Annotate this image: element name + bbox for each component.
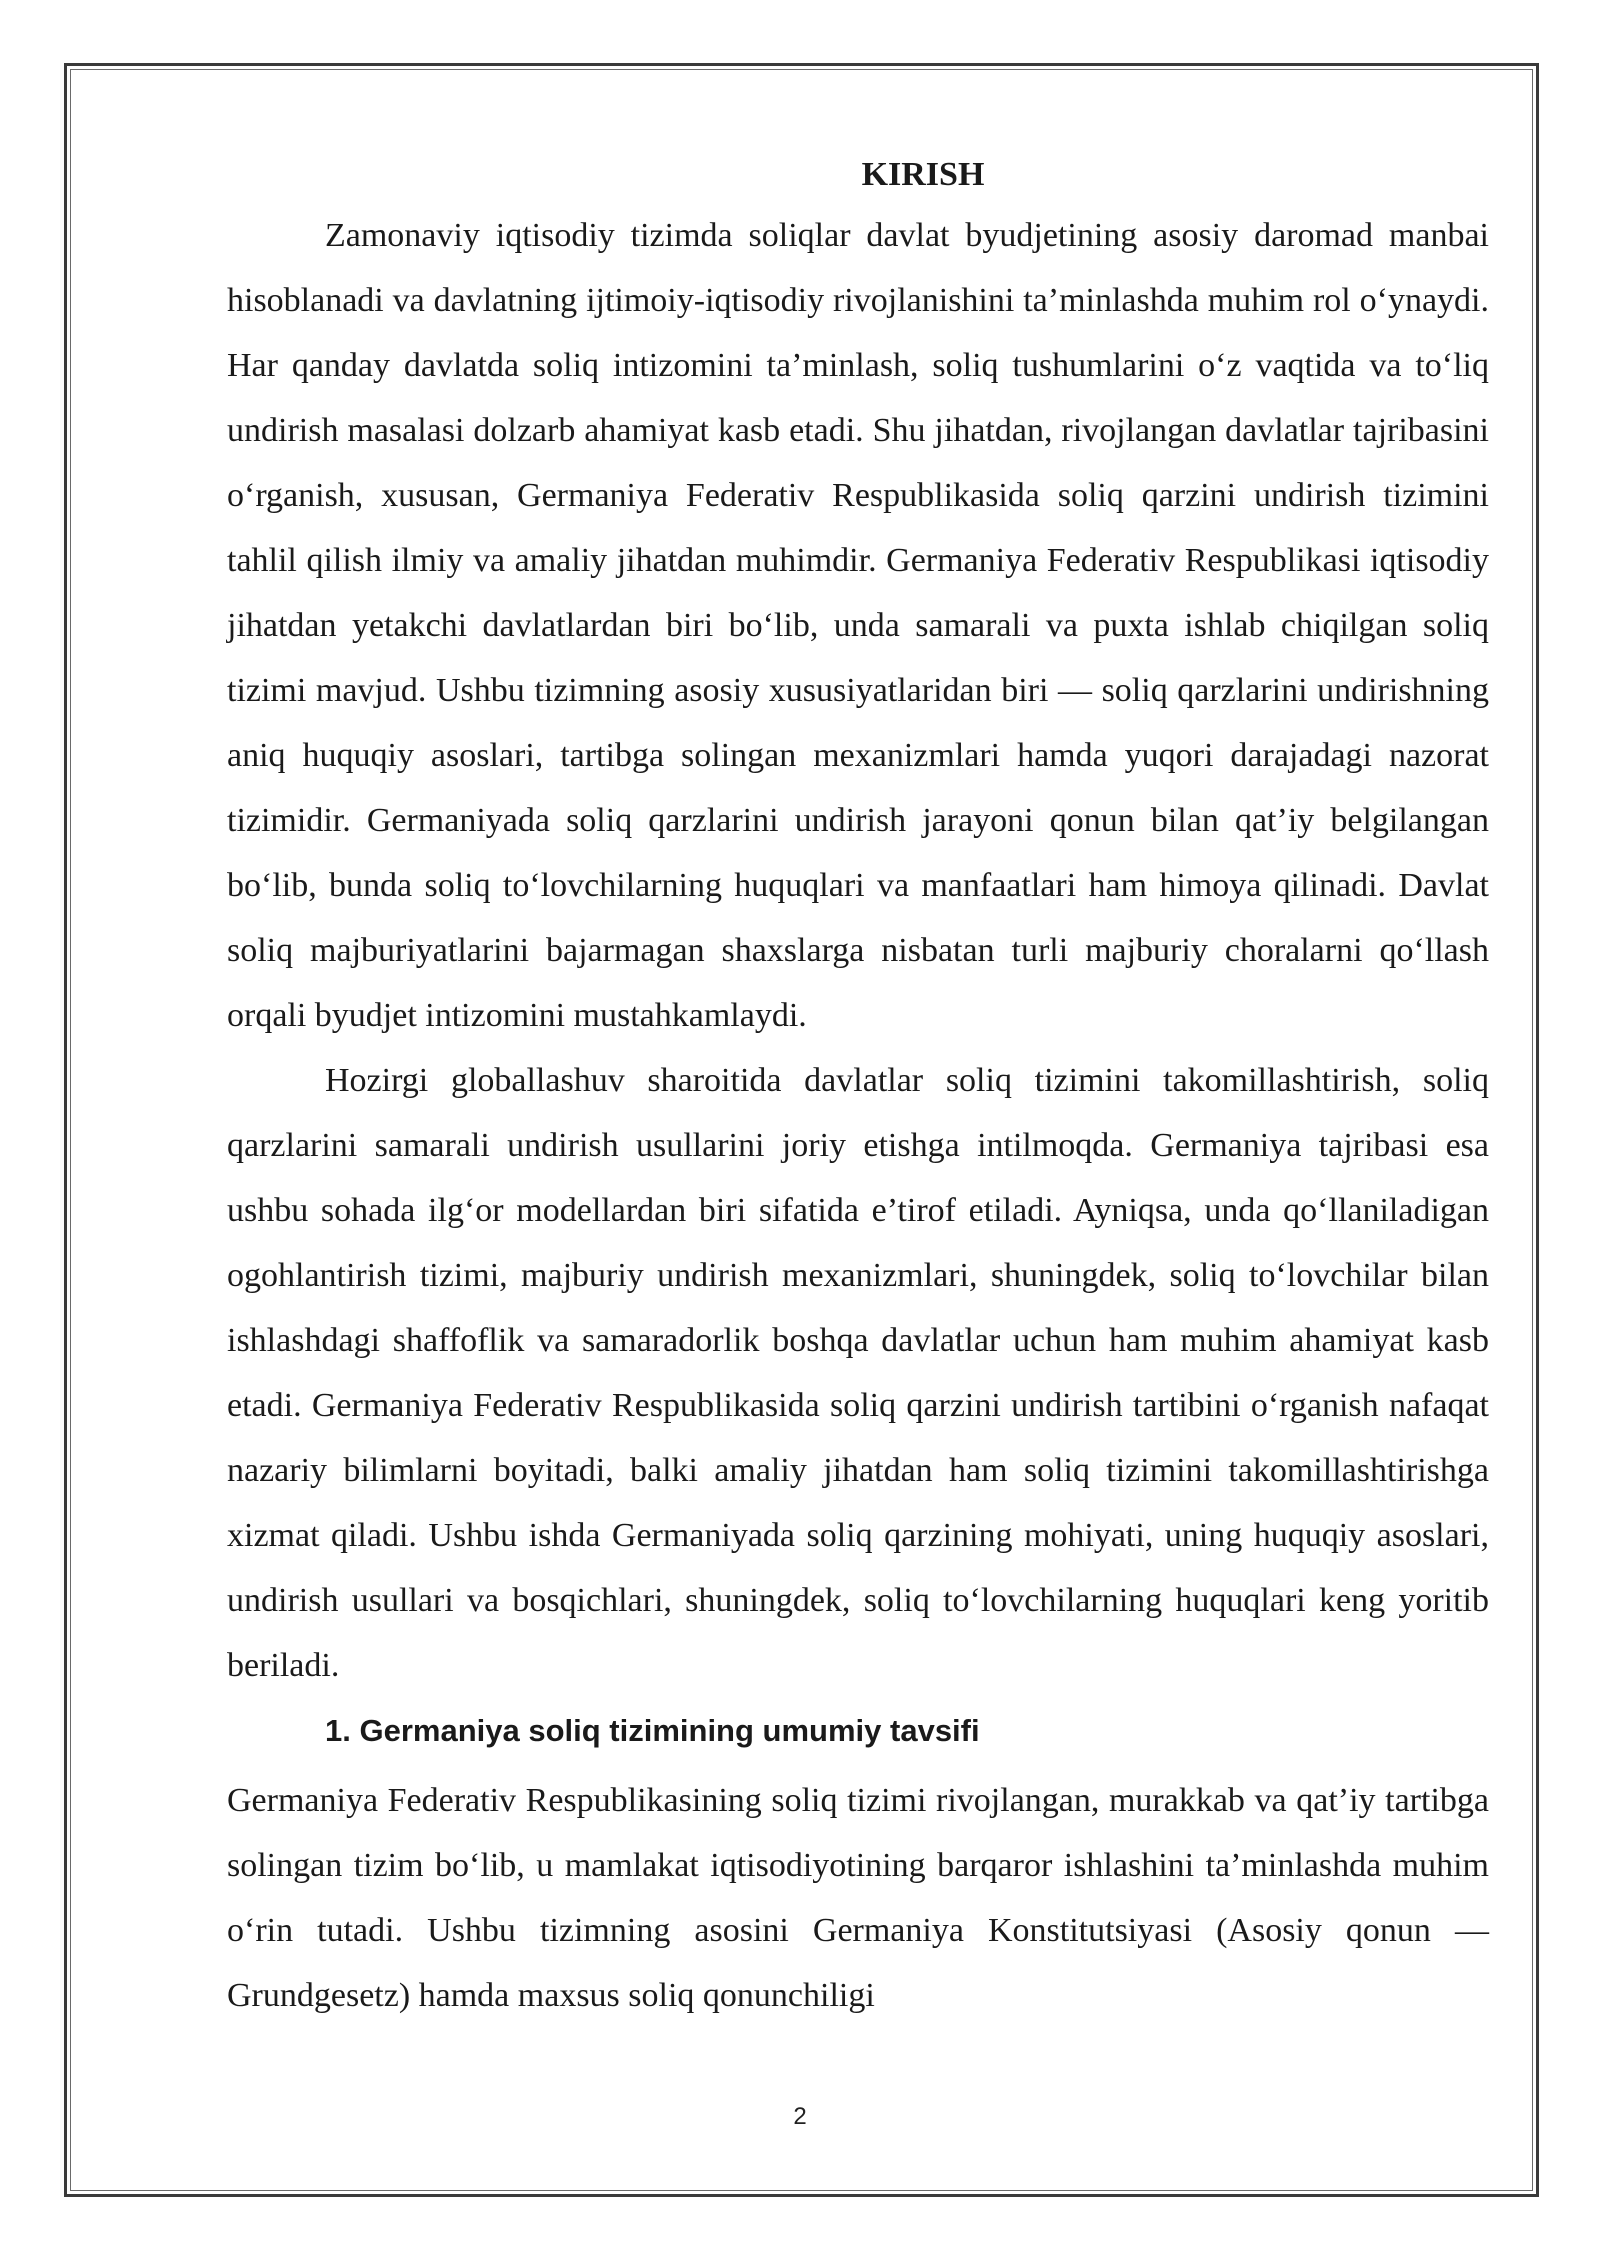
intro-paragraph-1: Zamonaviy iqtisodiy tizimda soliqlar davlat byudjetining asosiy daromad manbai hisoblanadi va davlatning ijtimoiy-iqtisodiy rivojlanishini ta’minlashda muhim rol o‘ynaydi. Har qanday davlatda soliq intizomini ta’minlash, soliq tushumlarini o‘z vaqtida va to‘liq undirish masalasi dolzarb ahamiyat kasb etadi. Shu jihatdan, rivojlangan davlatlar tajribasini o‘rganish, xususan, Germaniya Federativ Respublikasida soliq qarzini undirish tizimini tahlil qilish ilmiy va amaliy jihatdan muhimdir. Germaniya Federativ Respublikasi iqtisodiy jihatdan yetakchi davlatlardan biri bo‘lib, unda samarali va puxta ishlab chiqilgan soliq tizimi mavjud. Ushbu tizimning asosiy xususiyatlaridan biri — soliq qarzlarini undirishning aniq huquqiy asoslari, tartibga solingan mexanizmlari hamda yuqori darajadagi nazorat tizimidir. Germaniyada soliq qarzlarini undirish jarayoni qonun bilan qat’iy belgilangan bo‘lib, bunda soliq to‘lovchilarning huquqlari va manfaatlari ham himoya qilinadi. Davlat soliq majburiyatlarini bajarmagan shaxslarga nisbatan turli majburiy choralarni qo‘llash orqali byudjet intizomini mustahkamlaydi. — [227, 217, 1489, 1034]
section-heading: 1. Germaniya soliq tizimining umumiy tavsifi — [325, 1713, 980, 1748]
page-number: 2 — [793, 2103, 807, 2130]
intro-paragraph-2: Hozirgi globallashuv sharoitida davlatlar soliq tizimini takomillashtirish, soliq qarzlarini samarali undirish usullarini joriy etishga intilmoqda. Germaniya tajribasi esa ushbu sohada ilg‘or modellardan biri sifatida e’tirof etiladi. Ayniqsa, unda qo‘llaniladigan ogohlantirish tizimi, majburiy undirish mexanizmlari, shuningdek, soliq to‘lovchilar bilan ishlashdagi shaffoflik va samaradorlik boshqa davlatlar uchun ham muhim ahamiyat kasb etadi. Germaniya Federativ Respublikasida soliq qarzini undirish tartibini o‘rganish nafaqat nazariy bilimlarni boyitadi, balki amaliy jihatdan ham soliq tizimini takomillashtirishga xizmat qiladi. Ushbu ishda Germaniyada soliq qarzining mohiyati, uning huquqiy asoslari, undirish usullari va bosqichlari, shuningdek, soliq to‘lovchilarning huquqlari keng yoritib beriladi. — [227, 1062, 1489, 1684]
document-body — [227, 146, 1489, 2028]
document-title: KIRISH — [861, 156, 985, 193]
section-paragraph: Germaniya Federativ Respublikasining soliq tizimi rivojlangan, murakkab va qat’iy tartibga solingan tizim bo‘lib, u mamlakat iqtisodiyotining barqaror ishlashini ta’minlashda muhim o‘rin tutadi. Ushbu tizimning asosini Germaniya Konstitutsiyasi (Asosiy qonun — Grundgesetz) hamda maxsus soliq qonunchiligi — [227, 1782, 1489, 2014]
